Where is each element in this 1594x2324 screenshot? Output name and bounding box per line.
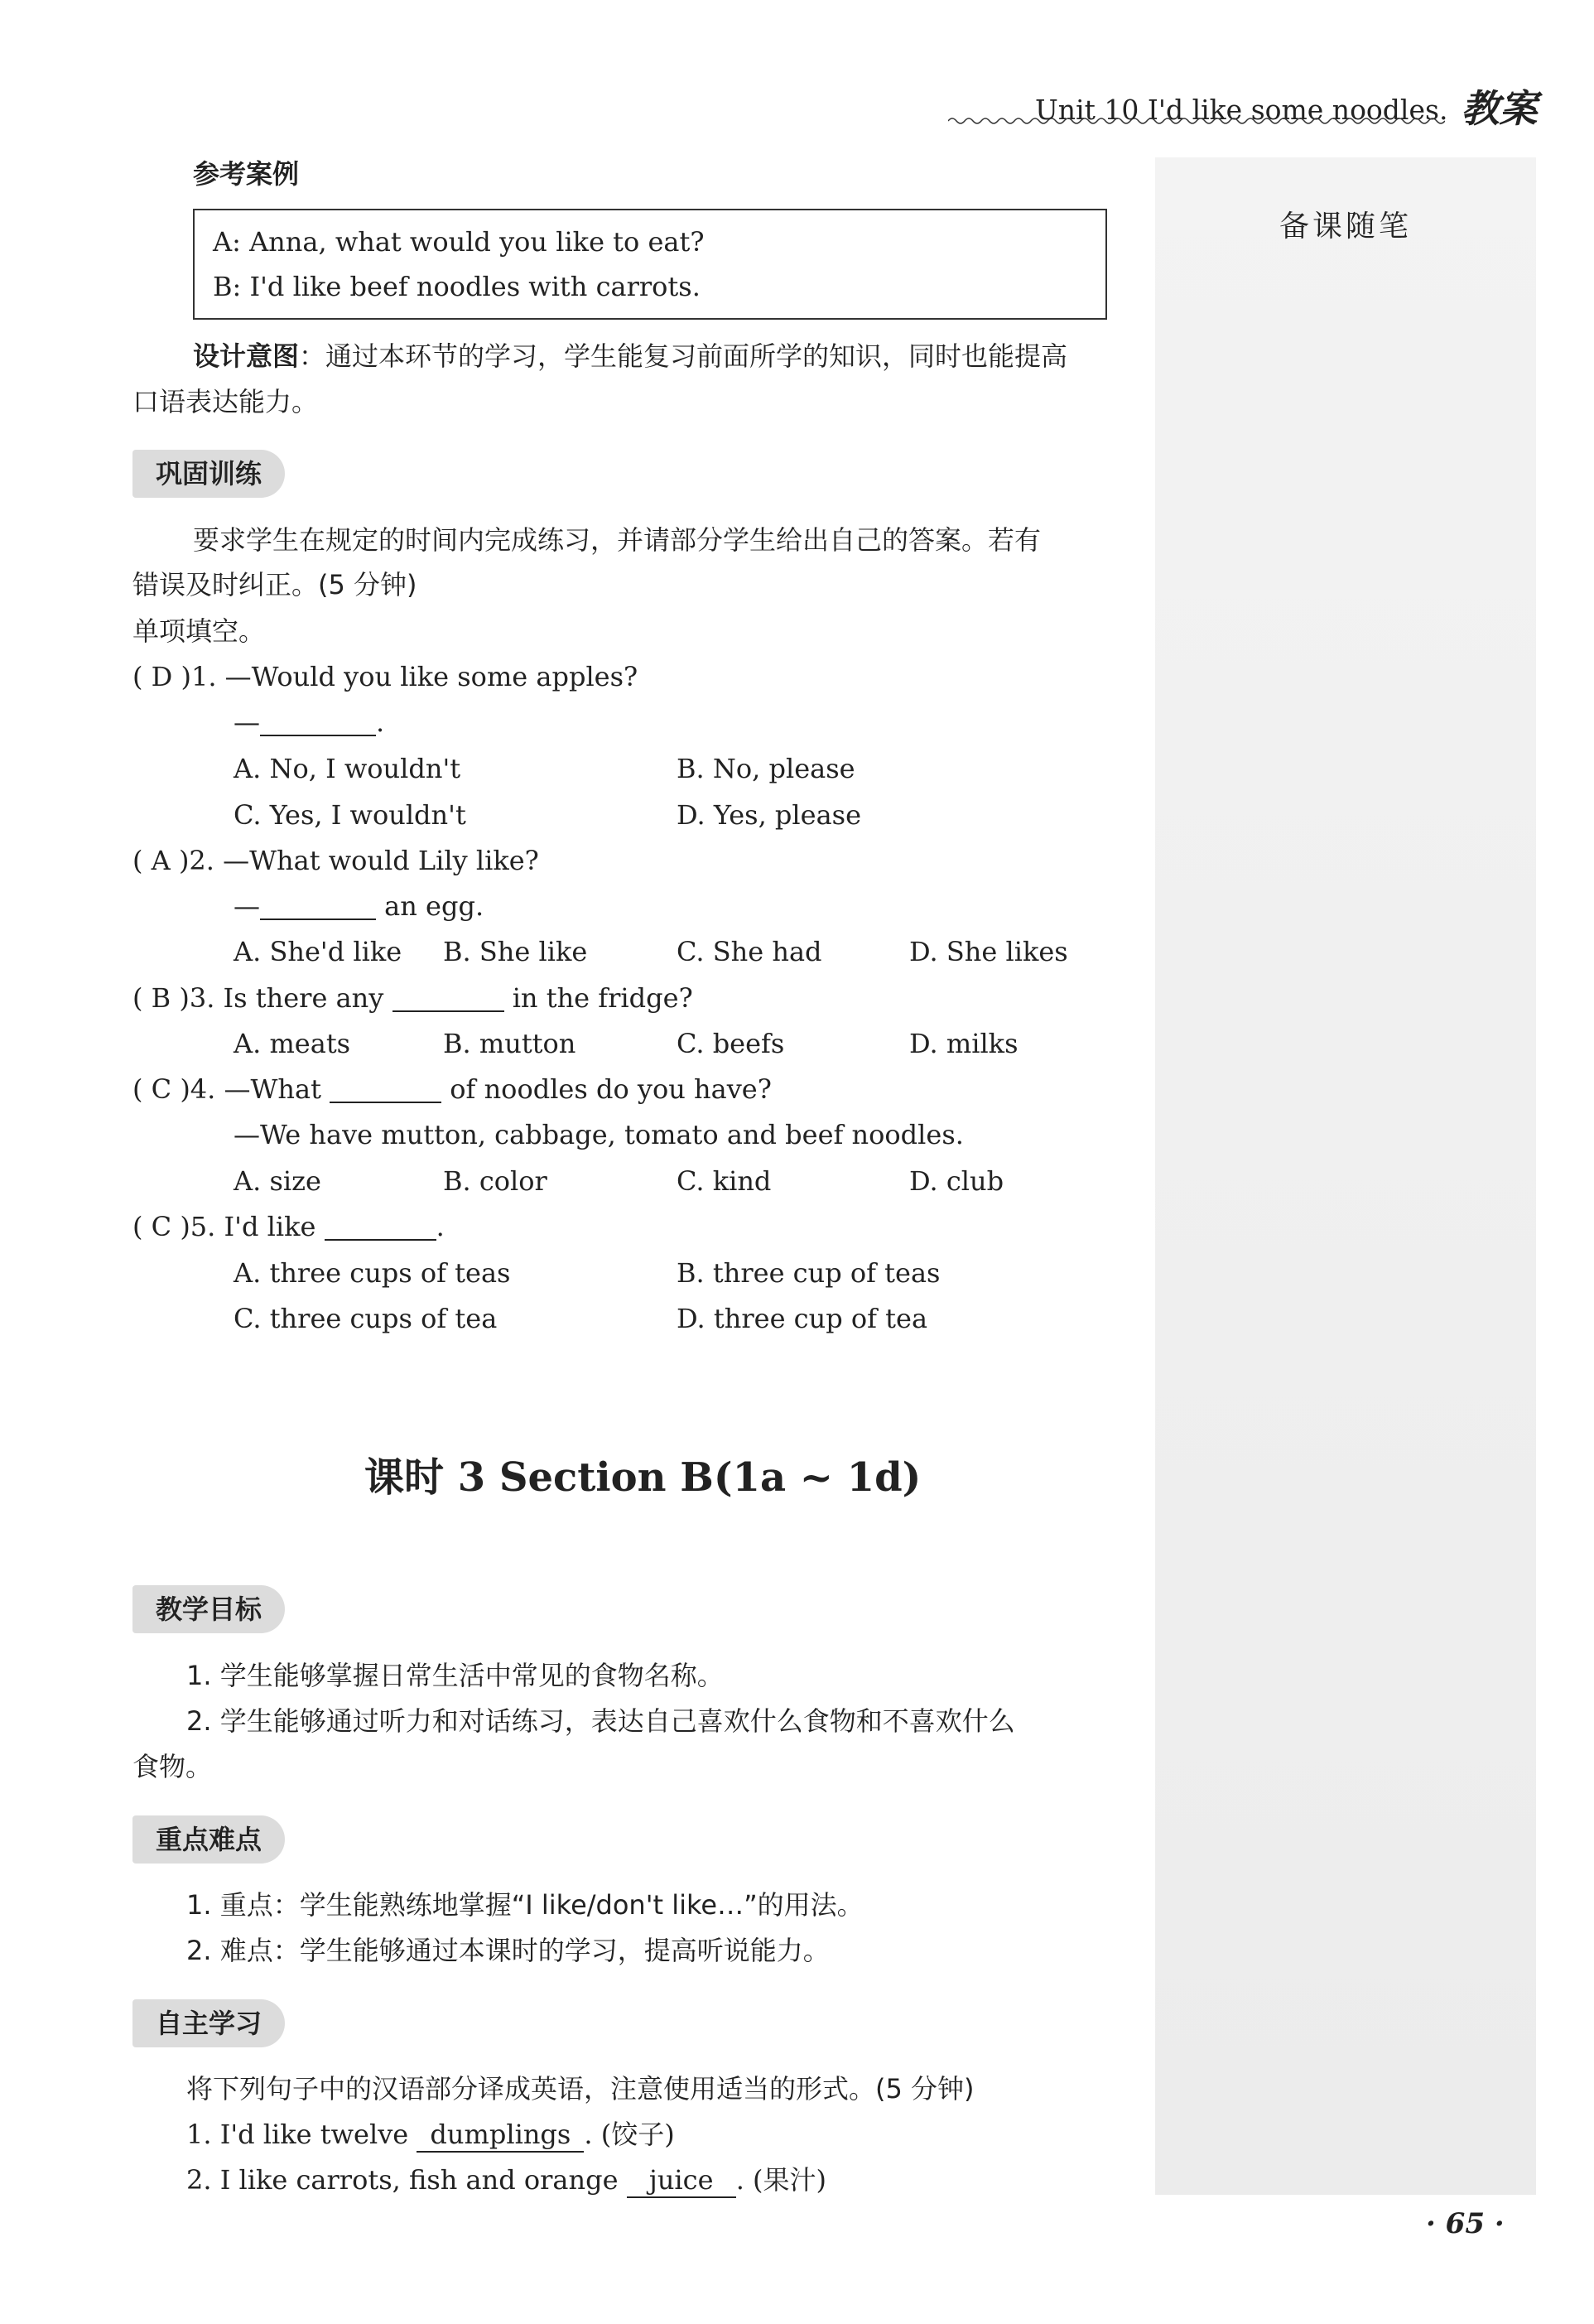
q3-option-b: B. mutton	[443, 1028, 576, 1059]
q5-option-c: C. three cups of tea	[234, 1303, 498, 1334]
example-label: 参考案例	[193, 158, 300, 190]
practice-intro-1: 要求学生在规定的时间内完成练习，并请部分学生给出自己的答案。若有	[193, 524, 1042, 556]
header-wave-rule	[948, 116, 1445, 126]
section-label-key-points: 重点难点	[132, 1815, 285, 1864]
question-1-reply: — .	[234, 706, 385, 738]
question-5: ( C )5. I'd like .	[132, 1211, 445, 1242]
goal-1: 1. 学生能够掌握日常生活中常见的食物名称。	[186, 1660, 724, 1691]
answer-blank	[392, 986, 504, 1012]
question-2: ( A )2. —What would Lily like?	[132, 845, 539, 876]
lesson-heading: 课时 3 Section B(1a ~ 1d)	[364, 1454, 922, 1501]
practice-intro-2: 错误及时纠正。(5 分钟)	[132, 569, 417, 600]
q5-option-a: A. three cups of teas	[234, 1257, 511, 1289]
self-study-item-2: 2. I like carrots, fish and orange juice . (果汁)	[186, 2163, 826, 2198]
key-point-1: 1. 重点：学生能熟练地掌握“I like/don't like…”的用法。	[186, 1889, 864, 1921]
question-4-reply: —We have mutton, cabbage, tomato and beef noodles.	[234, 1119, 964, 1150]
header-title: Unit 10 I'd like some noodles.	[1035, 94, 1448, 126]
key-point-2: 2. 难点：学生能够通过本课时的学习，提高听说能力。	[186, 1935, 830, 1966]
example-line-b: B: I'd like beef noodles with carrots.	[213, 271, 701, 302]
q2-option-c: C. She had	[677, 936, 822, 967]
q1-option-a: A. No, I wouldn't	[234, 753, 461, 784]
design-intent-line1: 设计意图：通过本环节的学习，学生能复习前面所学的知识，同时也能提高	[193, 340, 1068, 372]
goal-2-line2: 食物。	[132, 1751, 213, 1782]
filled-answer: juice	[627, 2163, 736, 2198]
q4-option-b: B. color	[443, 1165, 547, 1197]
notes-margin-title: 备课随笔	[1279, 210, 1413, 243]
q4-option-c: C. kind	[677, 1165, 772, 1197]
answer-blank	[260, 894, 376, 920]
q2-option-d: D. She likes	[909, 936, 1068, 967]
goal-2-line1: 2. 学生能够通过听力和对话练习，表达自己喜欢什么食物和不喜欢什么	[186, 1705, 1015, 1737]
section-label-practice: 巩固训练	[132, 450, 285, 498]
q1-option-b: B. No, please	[677, 753, 855, 784]
answer-blank	[325, 1214, 436, 1241]
self-study-item-1: 1. I'd like twelve dumplings . (饺子)	[186, 2118, 675, 2153]
notes-margin	[1155, 157, 1536, 2195]
header-tag: 教案	[1461, 86, 1538, 131]
question-4: ( C )4. —What of noodles do you have?	[132, 1073, 772, 1105]
practice-type: 单项填空。	[132, 615, 266, 647]
q2-option-a: A. She'd like	[234, 936, 402, 967]
q1-option-d: D. Yes, please	[677, 799, 861, 831]
q3-option-a: A. meats	[234, 1028, 351, 1059]
q4-option-a: A. size	[234, 1165, 321, 1197]
design-intent-line2: 口语表达能力。	[132, 386, 319, 417]
question-3: ( B )3. Is there any in the fridge?	[132, 982, 693, 1014]
answer-blank	[260, 710, 376, 736]
self-study-intro: 将下列句子中的汉语部分译成英语，注意使用适当的形式。(5 分钟)	[186, 2073, 975, 2105]
q3-option-c: C. beefs	[677, 1028, 785, 1059]
q2-option-b: B. She like	[443, 936, 588, 967]
example-line-a: A: Anna, what would you like to eat?	[213, 226, 705, 258]
page-number: · 65 ·	[1426, 2207, 1505, 2240]
section-label-self-study: 自主学习	[132, 1999, 285, 2047]
question-2-reply: — an egg.	[234, 890, 484, 922]
q1-option-c: C. Yes, I wouldn't	[234, 799, 466, 831]
q5-option-b: B. three cup of teas	[677, 1257, 941, 1289]
q4-option-d: D. club	[909, 1165, 1004, 1197]
section-label-goals: 教学目标	[132, 1585, 285, 1633]
filled-answer: dumplings	[417, 2118, 584, 2153]
question-1: ( D )1. —Would you like some apples?	[132, 661, 638, 692]
q5-option-d: D. three cup of tea	[677, 1303, 928, 1334]
answer-blank	[330, 1077, 441, 1103]
design-intent-label: 设计意图	[193, 340, 300, 372]
q3-option-d: D. milks	[909, 1028, 1019, 1059]
